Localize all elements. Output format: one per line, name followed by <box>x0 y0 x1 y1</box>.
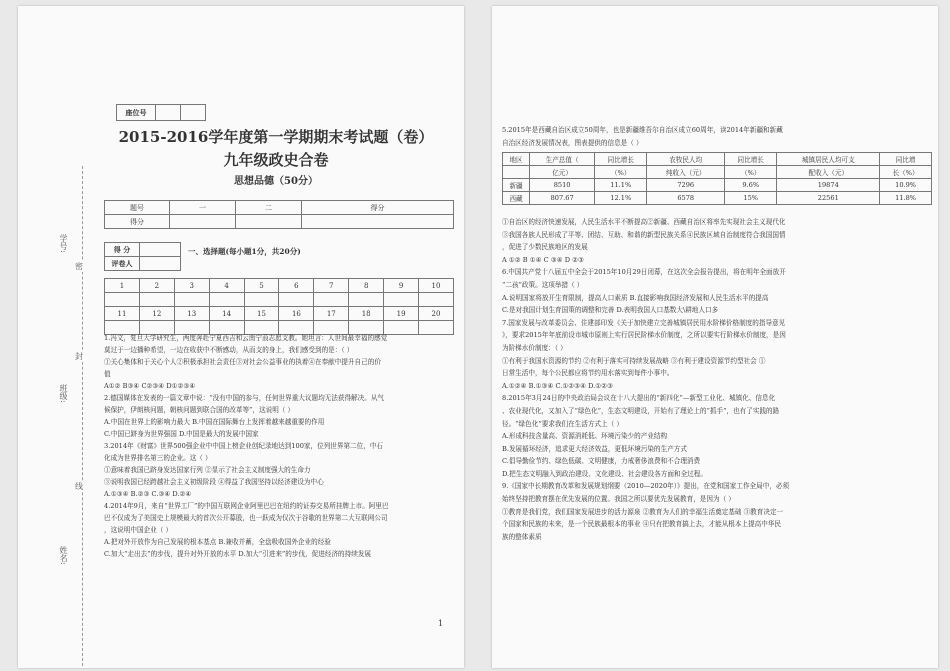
answer-number: 19 <box>384 307 419 321</box>
question-line: 巴不仅成为了美国史上规模最大的首次公开募股，也一跃成为仅次于谷歌的世界第二大互联网公司 <box>104 514 388 522</box>
table-header-cell: 城镇居民人均可支 <box>777 153 880 166</box>
table-header-cell: 同比增长 <box>725 153 777 166</box>
page-number: 1 <box>438 619 444 628</box>
question-line: C.是对我国计划生育国策的调整和完善 D.表明我国人口基数大\耕地人口多 <box>502 306 719 315</box>
score-row-label: 得分 <box>105 215 170 229</box>
question-line: ①教育是我们党，我们国家发展进步的活力源泉 ②教育为人们的幸福生活奠定基础 ③教育决定一 <box>502 507 784 516</box>
question-line: 3.2014年《财富》世界500强企业中中国上榜企业创纪录地达到100家，位列世界第二位，中石 <box>104 442 384 450</box>
score-cell[interactable] <box>170 215 236 229</box>
table-header-cell: 农牧民人均 <box>647 153 725 166</box>
table-row <box>503 192 932 205</box>
question-line: ①自治区的经济快速发展，人民生活水平不断提高②新疆、西藏自治区将率先实现社会主义现代化 <box>502 218 786 226</box>
answer-number: 14 <box>209 307 244 321</box>
seat-cell[interactable] <box>181 105 206 121</box>
table-header-cell <box>503 166 530 179</box>
answer-cell[interactable] <box>244 293 279 307</box>
question-line: C.中国已跻身为世界强国 D.中国是最大的发展中国家 <box>104 430 259 438</box>
question-line: A.形成科技含量高、资源消耗低、环境污染少的产业结构 <box>502 432 668 441</box>
score-header-one: 一 <box>170 201 236 215</box>
table-header-cell: （%） <box>725 166 777 179</box>
answer-number: 2 <box>139 279 174 293</box>
table-cell: 新疆 <box>503 179 530 192</box>
question-line: A ①② B ①④ C ③④ D ②③ <box>502 255 584 264</box>
answer-number: 11 <box>105 307 140 321</box>
left-page <box>18 6 464 668</box>
binding-dashed-line <box>82 166 83 666</box>
table-header-cell: 同比增 <box>880 153 932 166</box>
question-line: D.把生态文明融入到政治建设、文化建设、社会建设各方面和全过程。 <box>502 469 707 478</box>
section1-heading: 一、选择题(每小题1分，共20分) <box>188 247 301 256</box>
question-5-stem <box>502 124 932 149</box>
question-line: 6.中国共产党十八届五中全会于2015年10月29日闭幕，在这次全会报告提出，将在明年全面放开 <box>502 268 786 277</box>
answer-number: 6 <box>279 279 314 293</box>
answer-cell[interactable] <box>279 293 314 307</box>
answer-number: 20 <box>419 307 454 321</box>
question-list-right <box>502 216 932 543</box>
answer-number: 8 <box>349 279 384 293</box>
question-line: ①关心集体和于关心个人②积极承担社会责任③对社会公益事业的执着④在奉献中提升自己的价 <box>104 358 381 366</box>
table-cell: 西藏 <box>503 192 530 205</box>
scorer-score-cell[interactable] <box>140 243 181 257</box>
table-cell: 15% <box>725 192 777 205</box>
table-header-cell: 配收入（元） <box>777 166 880 179</box>
table-cell: 807.67 <box>530 192 595 205</box>
question-line: ③说明我国已经跨越社会主义初级阶段 ④得益了我国坚持以经济建设为中心 <box>104 478 324 486</box>
score-cell[interactable] <box>236 215 302 229</box>
question-line: ①有利于我国水资源的节约 ②有利于落实可持续发展战略 ③有利于建设资源节约型社会 ① <box>502 356 766 365</box>
exam-subtitle: 九年级政史合卷 <box>223 151 329 169</box>
seat-number-box <box>116 104 206 121</box>
question-line: 始终坚持把教育摆在优先发展的位置。我国之所以要优先发展教育，是因为（ ） <box>502 495 735 504</box>
table-cell: 7296 <box>647 179 725 192</box>
score-header-two: 二 <box>236 201 302 215</box>
table-header-cell: 亿元） <box>530 166 595 179</box>
question-line: A.说明国家将放开生育限制，提高人口素质 B.直接影响我国经济发展和人民生活水平的提高 <box>502 293 769 302</box>
table-header-cell: 长（%） <box>880 166 932 179</box>
question-line: C.倡导勤俭节约、绿色低碳、文明健康，力戒奢侈浪费和不合理消费 <box>502 457 701 466</box>
table-header-cell: （%） <box>595 166 647 179</box>
table-header-cell: 同比增长 <box>595 153 647 166</box>
answer-cell[interactable] <box>349 293 384 307</box>
question-list <box>104 332 454 560</box>
answer-number: 3 <box>174 279 209 293</box>
answer-number: 9 <box>384 279 419 293</box>
table-header-cell: 地区 <box>503 153 530 166</box>
answer-row-1 <box>105 279 454 293</box>
right-page <box>492 6 938 668</box>
table-cell: 11.1% <box>595 179 647 192</box>
answer-cell[interactable] <box>419 293 454 307</box>
answer-cell[interactable] <box>139 293 174 307</box>
question-line: 7.国家发展与改革委员会、住建部印发《关于加快建立完善城镇居民用水阶梯价格制度的指导意见 <box>502 318 786 327</box>
answer-number: 13 <box>174 307 209 321</box>
answer-row-2 <box>105 307 454 321</box>
question-line: 值 <box>104 370 111 378</box>
table-cell: 6578 <box>647 192 725 205</box>
table-header-cell: 生产总值（ <box>530 153 595 166</box>
answer-cell[interactable] <box>174 293 209 307</box>
question-line: 5.2015年是西藏自治区成立50周年，也是新疆维吾尔自治区成立60周年，读2014年新疆和新藏 <box>502 126 783 134</box>
answer-blank-row-1 <box>105 293 454 307</box>
table-header-row <box>503 166 932 179</box>
table-header-row <box>503 153 932 166</box>
answer-number: 5 <box>244 279 279 293</box>
question-line: B.发展循环经济，追求更大经济效益，更低环境污染的生产方式 <box>502 444 687 453</box>
score-header-label: 题号 <box>105 201 170 215</box>
table-cell: 10.9% <box>880 179 932 192</box>
question-line: 》，要求2015年年底前设市城市原则上实行居民阶梯水价制度，之所以要实行阶梯水价制度，是因 <box>502 331 786 340</box>
scorer-reviewer-label: 评卷人 <box>105 257 140 271</box>
scorer-score-label: 得 分 <box>105 243 140 257</box>
question-line: 径。“绿色化”要求我们在生活方式上（ ） <box>502 419 623 428</box>
exam-title: 2015-2016学年度第一学期期末考试题（卷） <box>118 128 434 146</box>
question-line: ③我国各族人民形成了平等、团结、互助、和谐的新型民族关系④民族区域自治制度符合我国国情 <box>502 230 786 239</box>
question-line: 2.德国媒体在发表的一篇文章中说：“没有中国的参与，任何世界重大议题均无法获得解决。从气 <box>104 394 385 402</box>
question-line: 8.2015年3月24日的中央政治局会议在十八大提出的“新四化”—新型工业化、城镇化、信息化 <box>502 394 776 403</box>
question-line: A.把对外开放作为自己发展的根本基点 B.兼收并蓄，全盘吸收国外企业的经验 <box>104 538 331 546</box>
question-line: A.①③④ B.②③ C.③④ D.②④ <box>104 490 192 498</box>
question-line: 个国家和民族的未来，是一个民族最根本的事业 ④只有把教育搞上去，才能从根本上提高中华民 <box>502 520 782 529</box>
question-line: 为阶梯水价制度：（ ） <box>502 343 567 352</box>
question-line: 4.2014年9月，来自“世界工厂”的中国互联网企业阿里巴巴在纽约的证券交易所挂牌上市。阿里巴 <box>104 502 389 510</box>
table-header-cell: 纯收入（元） <box>647 166 725 179</box>
answer-table <box>104 278 454 335</box>
answer-number: 12 <box>139 307 174 321</box>
scorer-reviewer-cell[interactable] <box>140 257 181 271</box>
question-line: ，这说明中国企业（ ） <box>104 526 173 534</box>
table-row <box>503 179 932 192</box>
table-cell: 12.1% <box>595 192 647 205</box>
section-title: 思想品德（50分） <box>234 176 318 187</box>
question-line: C.加大“走出去”的步伐，提升对外开放的水平 D.加大“引进来”的步伐，促进经济的持续发展 <box>104 550 372 558</box>
binding-mark-mi: 密 <box>75 262 83 271</box>
table-cell: 19874 <box>777 179 880 192</box>
class-label: 班级: <box>59 384 68 403</box>
score-header-total: 得分 <box>302 201 454 215</box>
answer-number: 7 <box>314 279 349 293</box>
answer-cell[interactable] <box>384 293 419 307</box>
table-cell: 9.6% <box>725 179 777 192</box>
answer-cell[interactable] <box>209 293 244 307</box>
binding-mark-xian: 线 <box>75 482 83 491</box>
question-line: 1.冯文，复旦大学研究生，两度奔赴宁夏西吉和云南宁蒗志愿支教。她坦言：人世间最幸福的感觉 <box>104 334 388 342</box>
table-cell: 22561 <box>777 192 880 205</box>
question-line: A.中国在世界上的影响力最大 B.中国在国际舞台上发挥着越来越重要的作用 <box>104 418 325 426</box>
answer-cell[interactable] <box>105 293 140 307</box>
name-label: 姓名: <box>59 546 68 565</box>
economy-data-table <box>502 152 932 205</box>
seat-label: 座位号 <box>117 105 156 121</box>
question-line: “二孩”政策。这项举措（ ） <box>502 280 584 289</box>
table-cell: 8510 <box>530 179 595 192</box>
score-table <box>104 200 454 229</box>
answer-number: 15 <box>244 307 279 321</box>
question-line: 、农业现代化，又加入了“绿色化”，生态文明建设，开始有了理论上的“抓手”，也有了实践的路 <box>502 406 780 415</box>
binding-mark-feng: 封 <box>75 352 83 361</box>
question-line: 化成为世界排名第三的企业。这（ ） <box>104 454 212 462</box>
scorer-box <box>104 242 181 271</box>
table-cell: 11.8% <box>880 192 932 205</box>
question-line: A①② B③④ C②③④ D①②③④ <box>104 382 196 390</box>
binding-margin <box>18 6 88 668</box>
score-cell[interactable] <box>302 215 454 229</box>
question-line: 候保护，伊朗核问题，朝核问题到联合国的改革等”，这说明（ ） <box>104 406 295 414</box>
question-line: 日常生活中，每个公民都应将节约用水落实到每件小事中。 <box>502 369 674 378</box>
question-line: 莫过于一边播种希望，一边在收获中不断感动，从而支的身上，我们感受到的是：（ ） <box>104 346 354 354</box>
seat-cell[interactable] <box>156 105 181 121</box>
question-line: 族的整体素质 <box>502 532 542 541</box>
answer-number: 4 <box>209 279 244 293</box>
question-line: A.①②④ B.①③④ C.①②③④ D.①②③ <box>502 381 613 390</box>
answer-number: 16 <box>279 307 314 321</box>
answer-number: 18 <box>349 307 384 321</box>
question-line: ①意味着我国已跻身发达国家行列 ②显示了社会主义制度强大的生命力 <box>104 466 311 474</box>
question-line: 9.《国家中长期教育改革和发展规划纲要（2010—2020年）》提出，在党和国家工作全局中，必须 <box>502 482 790 491</box>
answer-cell[interactable] <box>314 293 349 307</box>
answer-number: 1 <box>105 279 140 293</box>
answer-number: 17 <box>314 307 349 321</box>
answer-number: 10 <box>419 279 454 293</box>
student-id-label: 学号: <box>59 234 68 253</box>
question-line: 自治区经济发展情况表，图表提供的信息是（ ） <box>502 138 643 147</box>
question-line: ，促进了少数民族地区的发展 <box>502 243 588 252</box>
